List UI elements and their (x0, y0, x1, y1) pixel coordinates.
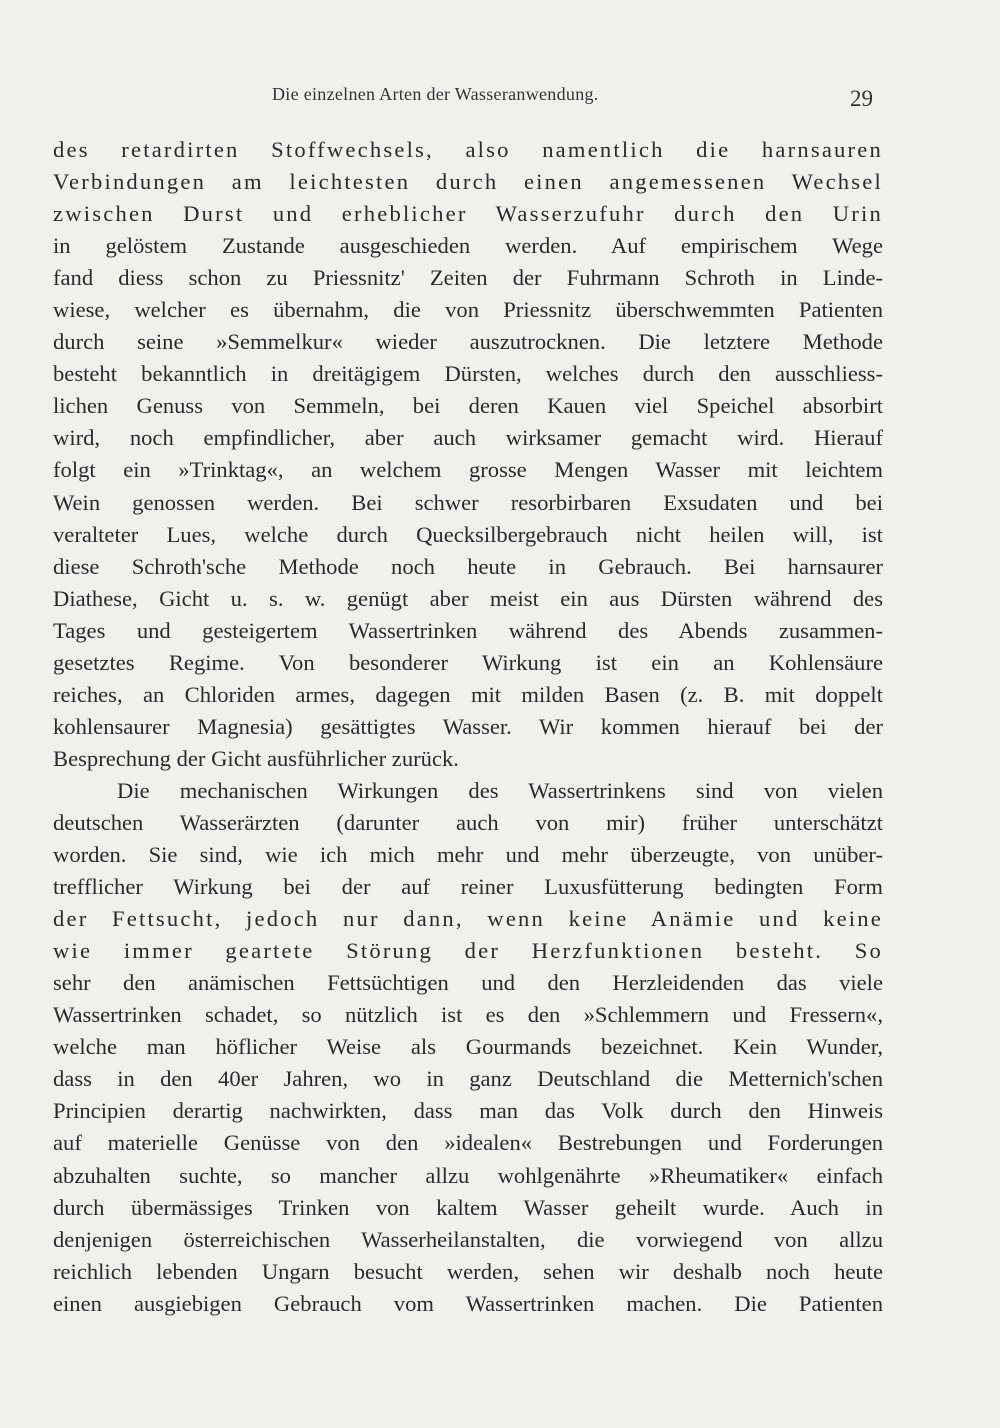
text-line: reichlich lebenden Ungarn besucht werden, sehen wir deshalb noch heute (53, 1258, 883, 1284)
text-line: denjenigen österreichischen Wasserheilanstalten, die vorwiegend von allzu (53, 1226, 883, 1252)
text-line: dass in den 40er Jahren, wo in ganz Deutschland die Metternich'schen (53, 1066, 883, 1092)
text-line: trefflicher Wirkung bei der auf reiner Luxusfütterung bedingten Form (53, 874, 883, 900)
text-line: wie immer geartete Störung der Herzfunktionen besteht. So (53, 938, 883, 964)
text-line: reiches, an Chloriden armes, dagegen mit milden Basen (z. B. mit doppelt (53, 681, 883, 707)
page-number: 29 (850, 86, 873, 111)
text-line: worden. Sie sind, wie ich mich mehr und mehr überzeugte, von unüber- (53, 842, 883, 868)
text-line: Die mechanischen Wirkungen des Wassertrinkens sind von vielen (117, 777, 883, 803)
text-line: wiese, welcher es übernahm, die von Priessnitz überschwemmten Patienten (53, 297, 883, 323)
text-line: sehr den anämischen Fettsüchtigen und den Herzleidenden das viele (53, 970, 883, 996)
text-line: Wassertrinken schadet, so nützlich ist es den »Schlemmern und Fressern«, (53, 1002, 883, 1028)
text-line: zwischen Durst und erheblicher Wasserzufuhr durch den Urin (53, 201, 883, 227)
body-text (53, 134, 883, 1320)
text-line: einen ausgiebigen Gebrauch vom Wassertrinken machen. Die Patienten (53, 1290, 883, 1316)
text-line: Besprechung der Gicht ausführlicher zurück. (53, 745, 459, 771)
text-line: welche man höflicher Weise als Gourmands bezeichnet. Kein Wunder, (53, 1034, 883, 1060)
text-line: auf materielle Genüsse von den »idealen« Bestrebungen und Forderungen (53, 1130, 883, 1156)
text-line: Verbindungen am leichtesten durch einen angemessenen Wechsel (53, 169, 883, 195)
text-line: diese Schroth'sche Methode noch heute in Gebrauch. Bei harnsaurer (53, 553, 883, 579)
text-line: veralteter Lues, welche durch Quecksilbergebrauch nicht heilen will, ist (53, 521, 883, 547)
text-line: fand diess schon zu Priessnitz' Zeiten der Fuhrmann Schroth in Linde- (53, 265, 883, 291)
text-line: Principien derartig nachwirkten, dass man das Volk durch den Hinweis (53, 1098, 883, 1124)
text-line: kohlensaurer Magnesia) gesättigtes Wasser. Wir kommen hierauf bei der (53, 713, 883, 739)
text-line: in gelöstem Zustande ausgeschieden werden. Auf empirischem Wege (53, 233, 883, 259)
text-line: der Fettsucht, jedoch nur dann, wenn keine Anämie und keine (53, 906, 883, 932)
text-line: Diathese, Gicht u. s. w. genügt aber meist ein aus Dürsten während des (53, 585, 883, 611)
text-line: deutschen Wasserärzten (darunter auch von mir) früher unterschätzt (53, 809, 883, 835)
running-head: Die einzelnen Arten der Wasseranwendung. (272, 84, 599, 104)
text-line: wird, noch empfindlicher, aber auch wirksamer gemacht wird. Hierauf (53, 425, 883, 451)
text-line: gesetztes Regime. Von besonderer Wirkung ist ein an Kohlensäure (53, 649, 883, 675)
text-line: folgt ein »Trinktag«, an welchem grosse Mengen Wasser mit leichtem (53, 457, 883, 483)
text-line: abzuhalten suchte, so mancher allzu wohlgenährte »Rheumatiker« einfach (53, 1162, 883, 1188)
text-line: Tages und gesteigertem Wassertrinken während des Abends zusammen- (53, 617, 883, 643)
text-line: durch seine »Semmelkur« wieder auszutrocknen. Die letztere Methode (53, 329, 883, 355)
text-line: Wein genossen werden. Bei schwer resorbirbaren Exsudaten und bei (53, 489, 883, 515)
text-line: besteht bekanntlich in dreitägigem Dürsten, welches durch den ausschliess- (53, 361, 883, 387)
text-line: des retardirten Stoffwechsels, also namentlich die harnsauren (53, 137, 883, 162)
text-line: durch übermässiges Trinken von kaltem Wasser geheilt wurde. Auch in (53, 1194, 883, 1220)
text-line: lichen Genuss von Semmeln, bei deren Kauen viel Speichel absorbirt (53, 393, 883, 419)
